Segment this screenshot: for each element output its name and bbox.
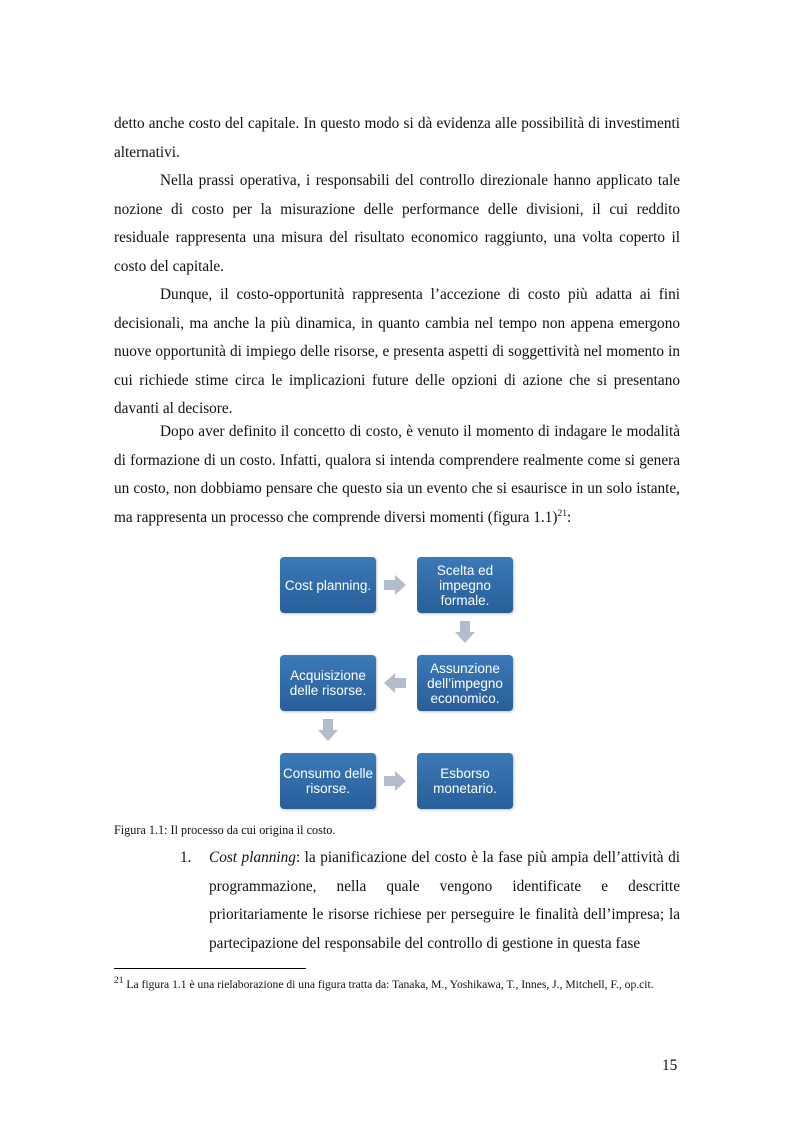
list-body: : la pianificazione del costo è la fase più ampia dell’attività di programmazione, nella quale vengono identificate e descritte prioritariamente le risorse richiese per perseguire le finalità dell’impresa; la partecipazione del responsabile del controllo di gestione in questa fase	[209, 849, 680, 952]
paragraph-4-tail: :	[566, 508, 572, 526]
figure-caption: Figura 1.1: Il processo da cui origina il costo.	[114, 823, 336, 837]
footnote-rule	[114, 968, 306, 969]
step-scelta-impegno: Scelta ed impegno formale.	[417, 557, 513, 613]
step-consumo-risorse: Consumo delle risorse.	[280, 753, 376, 809]
paragraph-3: Dunque, il costo-opportunità rappresenta l’accezione di costo più adatta ai fini decisionali, ma anche la più dinamica, in quanto cambia nel tempo non appena emergono nuove opportunità di impiego delle risorse, e presenta aspetti di soggettività nel momento in cui richiede stime circa le implicazioni future delle opzioni di azione che si presentano davanti al decisore.	[114, 286, 680, 417]
footnote-ref: 21	[557, 508, 567, 519]
arrow-down-icon	[318, 719, 338, 741]
list-term: Cost planning	[209, 849, 296, 866]
arrow-down-icon	[455, 621, 475, 643]
paragraph-2: Nella prassi operativa, i responsabili del controllo direzionale hanno applicato tale nozione di costo per la misurazione delle performance delle divisioni, il cui reddito residuale rappresenta una misura del risultato economico raggiunto, una volta coperto il costo del capitale.	[114, 172, 680, 275]
footnote-text: La figura 1.1 è una rielaborazione di una figura tratta da: Tanaka, M., Yoshikawa, T., Innes, J., Mitchell, F., op.cit.	[123, 978, 654, 991]
arrow-right-icon	[384, 575, 406, 595]
step-assunzione-impegno: Assunzione dell’impegno economico.	[417, 655, 513, 711]
footnote-number: 21	[114, 976, 124, 987]
page-number: 15	[662, 1057, 678, 1074]
step-acquisizione-risorse: Acquisizione delle risorse.	[280, 655, 376, 711]
footnote	[114, 976, 680, 993]
step-cost-planning: Cost planning.	[280, 557, 376, 613]
arrow-right-icon	[384, 771, 406, 791]
list-number: 1.	[180, 849, 192, 866]
arrow-left-icon	[384, 673, 406, 693]
list-text	[209, 844, 680, 958]
paragraph-4-text: Dopo aver definito il concetto di costo, è venuto il momento di indagare le modalità di formazione di un costo. Infatti, qualora si intenda comprendere realmente come si genera un costo, non dobbiamo pensare che questo sia un evento che si esaurisce in un solo istante, ma rappresenta un processo che comprende diversi momenti (figura 1.1)	[114, 423, 680, 526]
step-esborso-monetario: Esborso monetario.	[417, 753, 513, 809]
paragraph-1: detto anche costo del capitale. In questo modo si dà evidenza alle possibilità di investimenti alternativi.	[114, 115, 680, 161]
process-figure	[270, 550, 530, 820]
paragraph-4	[114, 418, 680, 532]
